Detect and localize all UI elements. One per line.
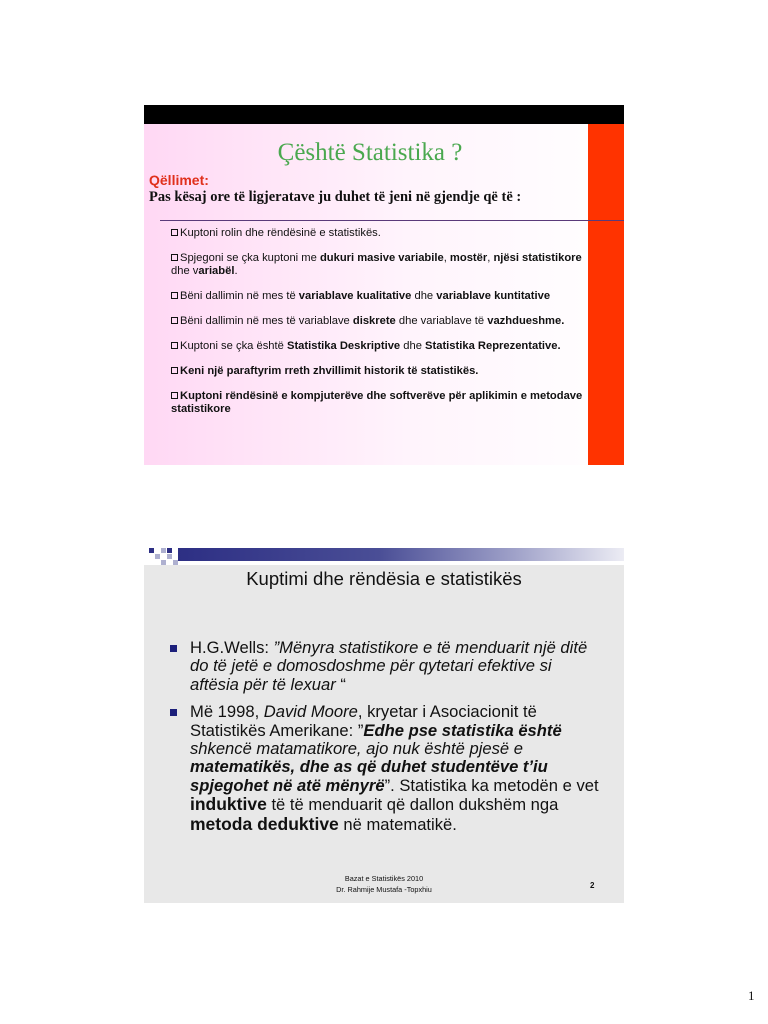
checkbox-icon bbox=[171, 392, 178, 399]
list-item: Kuptoni se çka është Statistika Deskriptive dhe Statistika Reprezentative. bbox=[171, 340, 599, 353]
slide-2 bbox=[144, 543, 624, 903]
list-item: Bëni dallimin në mes të variablave kualitative dhe variablave kuntitative bbox=[171, 290, 599, 303]
checkbox-icon bbox=[171, 254, 178, 261]
slide-2-header-bar bbox=[178, 548, 624, 561]
slide-2-footer bbox=[294, 873, 474, 895]
goals-label: Qëllimet: bbox=[149, 172, 209, 188]
square-bullet-icon bbox=[170, 645, 177, 652]
slide-1 bbox=[144, 105, 624, 465]
slide-1-subtitle: Pas kësaj ore të ligjeratave ju duhet të jeni në gjendje që të : bbox=[149, 189, 522, 205]
checkbox-icon bbox=[171, 367, 178, 374]
slide-1-title: Çështë Statistika ? bbox=[277, 139, 463, 166]
checkbox-icon bbox=[171, 342, 178, 349]
list-item: Keni një paraftyrim rreth zhvillimit historik të statistikës. bbox=[171, 365, 599, 378]
checkbox-icon bbox=[171, 229, 178, 236]
list-item: Kuptoni rëndësinë e kompjuterëve dhe softverëve për aplikimin e metodave statistikore bbox=[171, 390, 583, 416]
decor-square-icon bbox=[167, 554, 172, 559]
page-number: 1 bbox=[748, 988, 755, 1003]
checkbox-icon bbox=[171, 317, 178, 324]
list-item: Kuptoni rolin dhe rëndësinë e statistikës. bbox=[171, 227, 599, 240]
quote-list bbox=[170, 639, 600, 843]
list-item: H.G.Wells: ”Mënyra statistikore e të menduarit një ditë do të jetë e domosdoshme për qytetari efektive si aftësia për të lexuar “ bbox=[170, 639, 600, 694]
checkbox-icon bbox=[171, 292, 178, 299]
list-item: Spjegoni se çka kuptoni me dukuri masive variabile, mostër, njësi statistikore dhe variabël. bbox=[171, 252, 582, 277]
footer-author: Dr. Rahmije Mustafa -Topxhiu bbox=[336, 885, 432, 894]
slide-number: 2 bbox=[590, 881, 595, 890]
decor-square-icon bbox=[161, 560, 166, 565]
slide-1-top-bar bbox=[144, 105, 624, 124]
slide-2-title: Kuptimi dhe rëndësia e statistikës bbox=[246, 568, 522, 589]
decor-square-icon bbox=[161, 548, 166, 553]
footer-course: Bazat e Statistikës 2010 bbox=[344, 874, 424, 883]
decor-square-icon bbox=[155, 554, 160, 559]
list-item: Bëni dallimin në mes të variablave diskrete dhe variablave të vazhdueshme. bbox=[171, 315, 599, 328]
slide-2-header-band bbox=[144, 543, 624, 565]
list-item: Më 1998, David Moore, kryetar i Asociacionit të Statistikës Amerikane: ”Edhe pse statistika është shkencë matamatikore, ajo nuk është pjesë e matematikës, dhe as që duhet studentëve t’iu spjegohet në atë mënyrë”. Statistika ka metodën e vet induktive të të menduarit që dallon dukshëm nga metoda deduktive në matematikë. bbox=[170, 703, 600, 834]
decor-square-icon bbox=[173, 560, 178, 565]
square-bullet-icon bbox=[170, 709, 177, 716]
decor-square-icon bbox=[167, 548, 172, 553]
decor-square-icon bbox=[149, 548, 154, 553]
slide-1-divider bbox=[160, 220, 624, 221]
goals-list bbox=[171, 227, 599, 428]
